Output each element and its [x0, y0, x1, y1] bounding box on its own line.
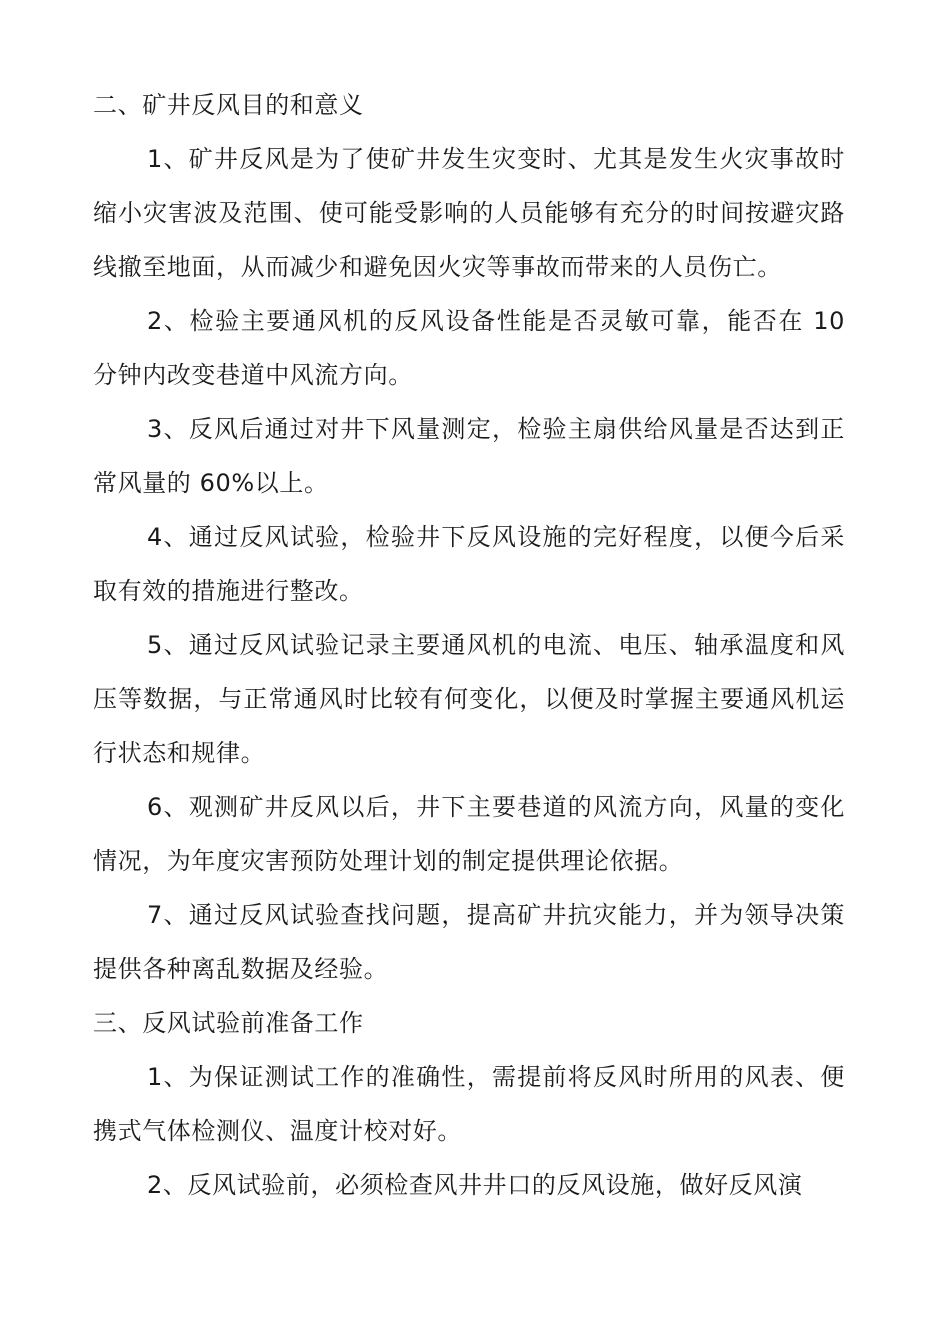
section-3-item-1: 1、为保证测试工作的准确性，需提前将反风时所用的风表、便携式气体检测仪、温度计校对好。 — [93, 1063, 845, 1145]
section-2-item-4: 4、通过反风试验，检验井下反风设施的完好程度，以便今后采取有效的措施进行整改。 — [93, 523, 845, 605]
section-2-item-1: 1、矿井反风是为了使矿井发生灾变时、尤其是发生火灾事故时缩小灾害波及范围、使可能受影响的人员能够有充分的时间按避灾路线撤至地面，从而减少和避免因火灾等事故而带来的人员伤亡。 — [93, 145, 845, 281]
section-2-item-2: 2、检验主要通风机的反风设备性能是否灵敏可靠，能否在 10 分钟内改变巷道中风流方向。 — [93, 307, 845, 389]
section-2-item-7: 7、通过反风试验查找问题，提高矿井抗灾能力，并为领导决策提供各种离乱数据及经验。 — [93, 901, 845, 983]
document-page — [93, 78, 845, 1212]
section-3-item-2: 2、反风试验前，必须检查风井井口的反风设施，做好反风演 — [147, 1171, 803, 1199]
section-2-item-6: 6、观测矿井反风以后，井下主要巷道的风流方向，风量的变化情况，为年度灾害预防处理计划的制定提供理论依据。 — [93, 793, 845, 875]
section-2-heading: 二、矿井反风目的和意义 — [93, 91, 364, 119]
section-2-item-5: 5、通过反风试验记录主要通风机的电流、电压、轴承温度和风压等数据，与正常通风时比较有何变化，以便及时掌握主要通风机运行状态和规律。 — [93, 631, 845, 767]
section-3-heading: 三、反风试验前准备工作 — [93, 1009, 364, 1037]
section-2-item-3: 3、反风后通过对井下风量测定，检验主扇供给风量是否达到正常风量的 60%以上。 — [93, 415, 845, 497]
